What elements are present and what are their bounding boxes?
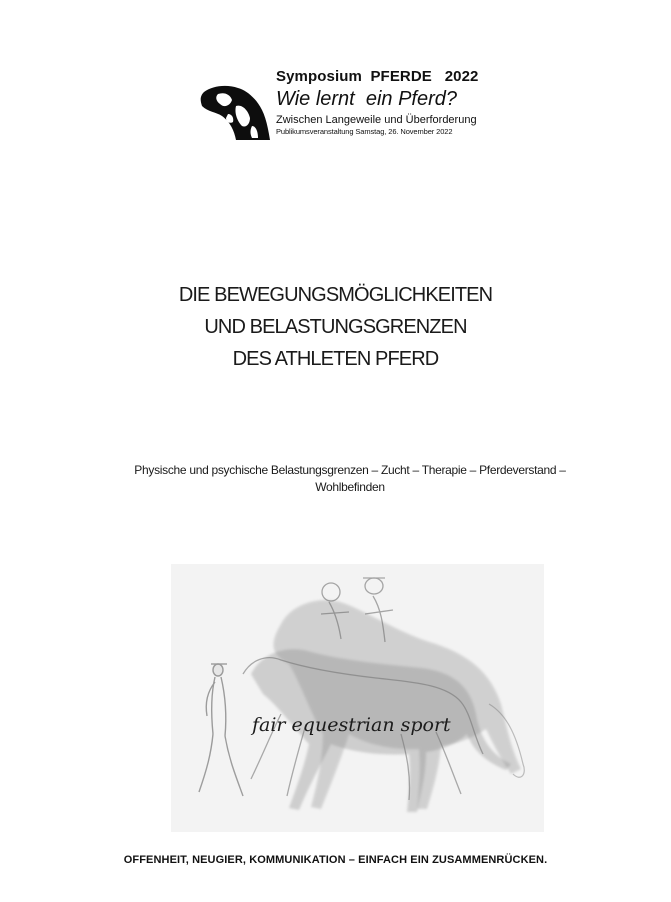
event-subline: Zwischen Langeweile und Überforderung	[276, 114, 477, 126]
event-line: Symposium PFERDE 2022	[276, 68, 479, 85]
title-line-2: UND BELASTUNGSGRENZEN	[204, 316, 467, 338]
walking-person-figure	[199, 664, 243, 796]
event-detail: Publikumsveranstaltung Samstag, 26. November 2022	[276, 127, 453, 136]
horse-head-logo-icon	[200, 84, 272, 142]
horse-illustration	[171, 564, 544, 832]
title-line-3: DES ATHLETEN PFERD	[232, 348, 439, 370]
horse-sketch-art	[171, 564, 544, 832]
subtitle-line-1: Physische und psychische Belastungsgrenzen – Zucht – Therapie – Pferdeverstand –	[134, 463, 566, 477]
footer-motto: OFFENHEIT, NEUGIER, KOMMUNIKATION – EINFACH EIN ZUSAMMENRÜCKEN.	[123, 854, 548, 866]
illustration-caption: fair equestrian sport	[252, 714, 451, 736]
title-line-1: DIE BEWEGUNGSMÖGLICHKEITEN	[178, 284, 493, 306]
subtitle-line-2: Wohlbefinden	[315, 480, 385, 494]
event-tagline: Wie lernt ein Pferd?	[276, 88, 458, 110]
page-title	[0, 279, 671, 375]
subtitle	[95, 462, 605, 496]
